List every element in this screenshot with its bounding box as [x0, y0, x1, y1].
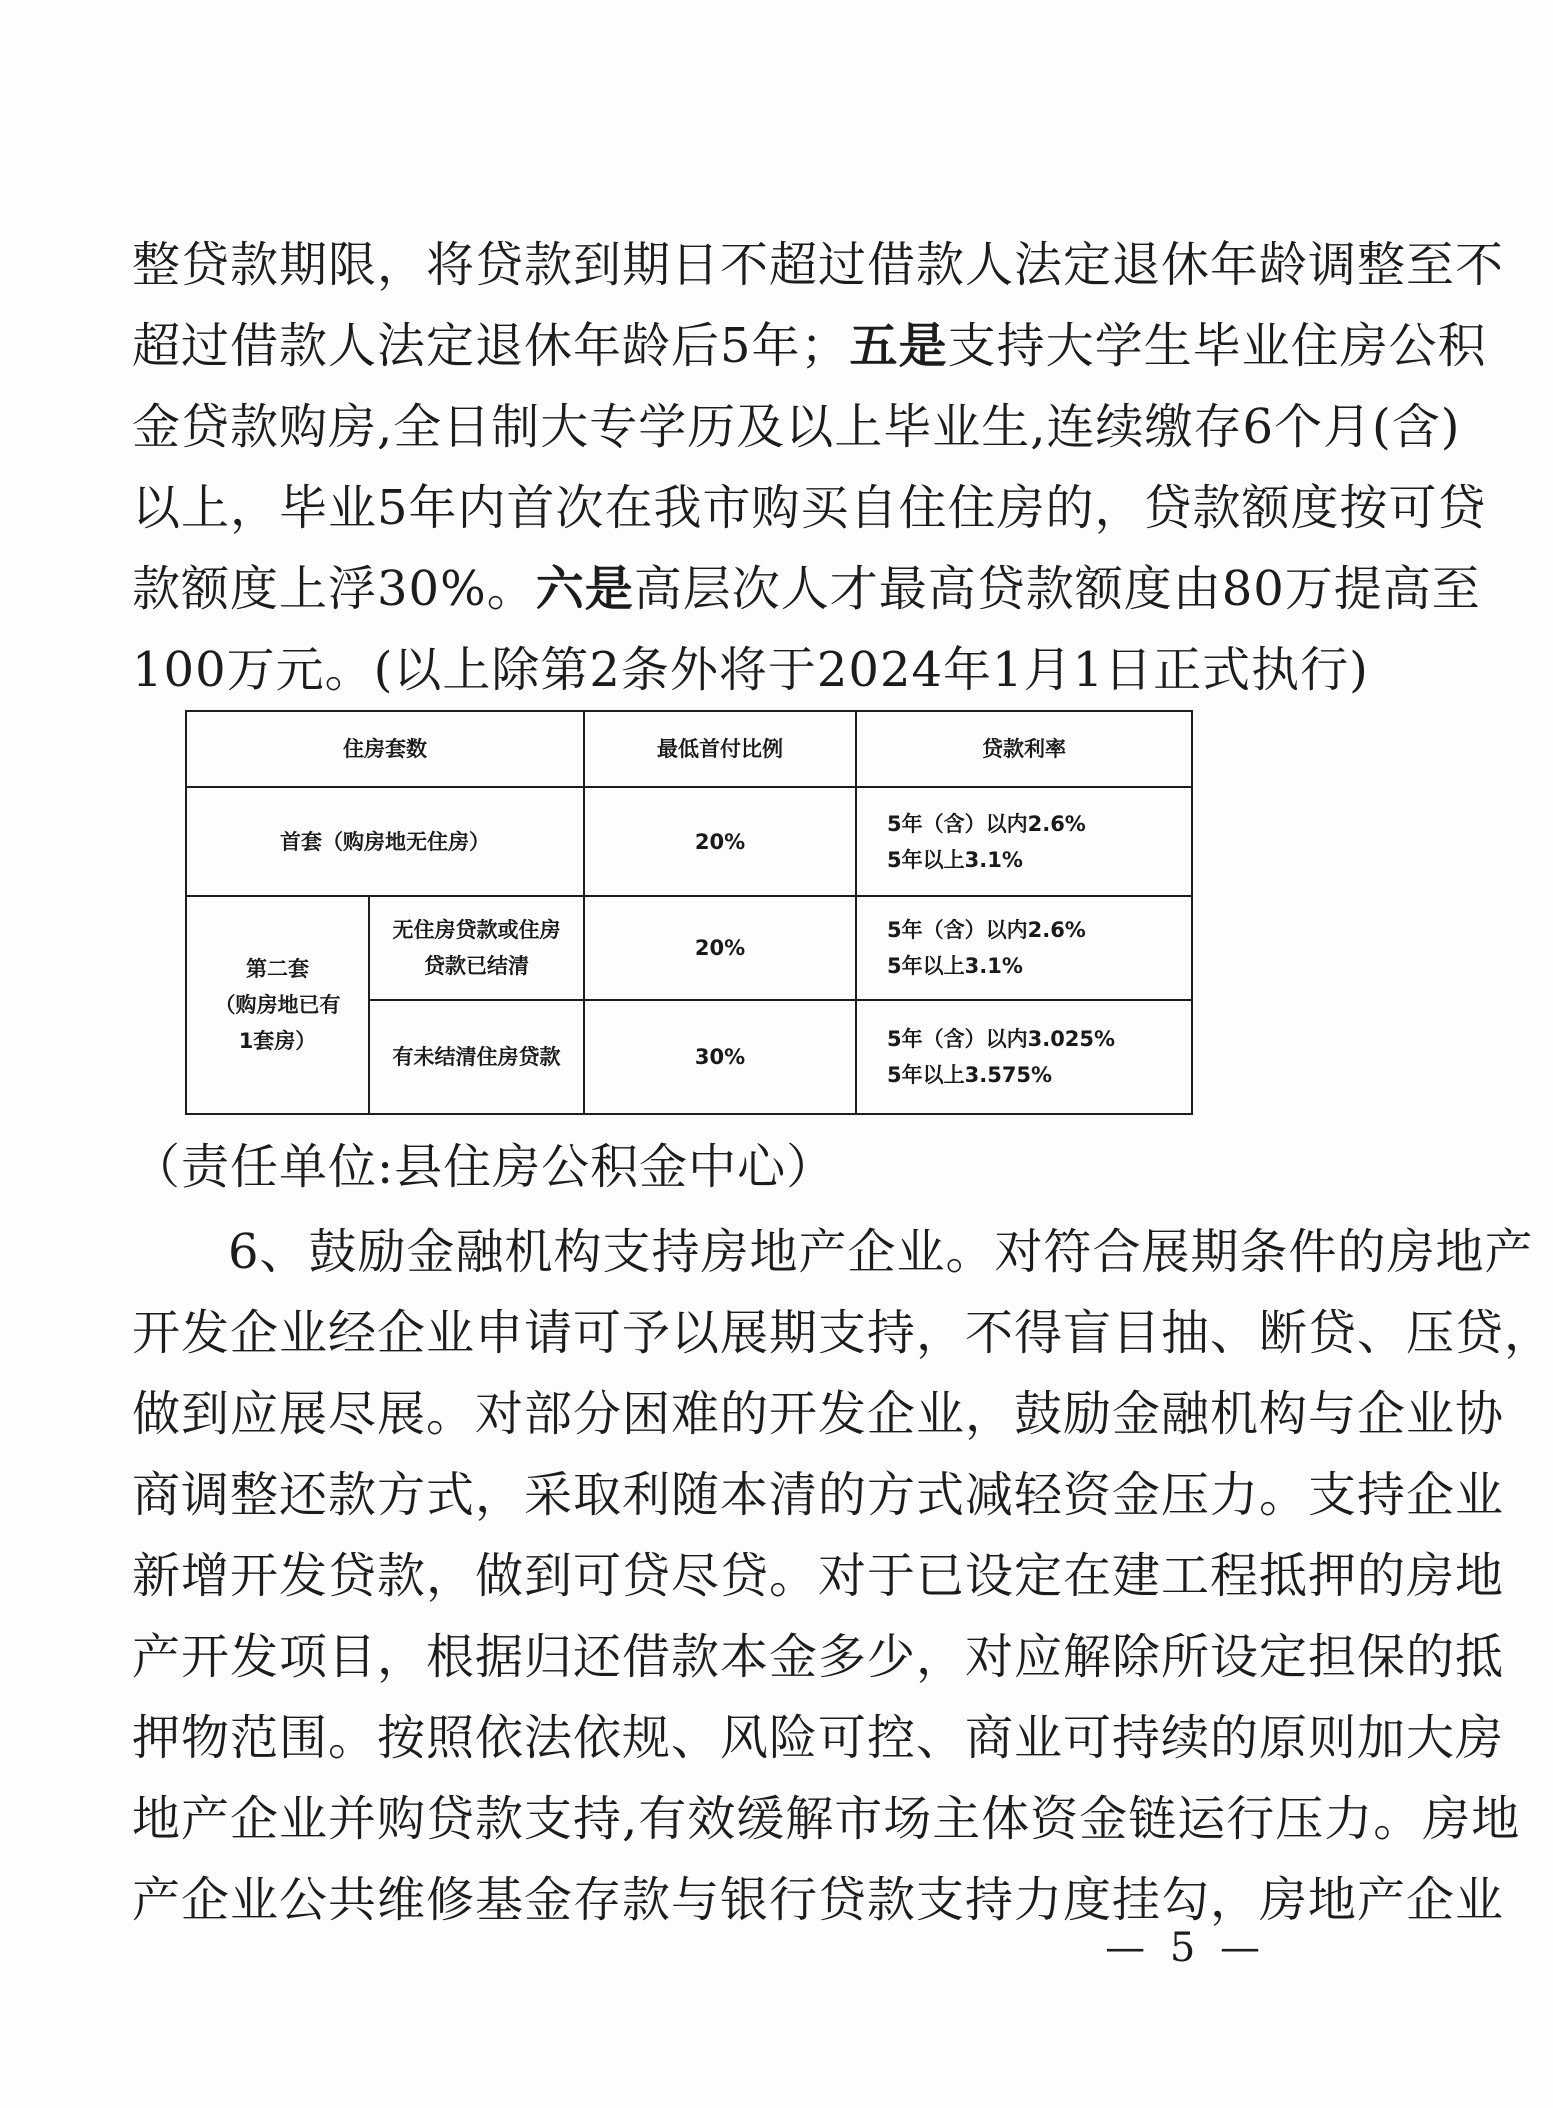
responsible-unit: （责任单位:县住房公积金中心）: [132, 1139, 836, 1195]
row-unpaid-loan-subcategory: 有未结清住房贷款: [392, 1045, 561, 1069]
text-line: 开发企业经企业申请可予以展期支持，不得盲目抽、断贷、压贷，: [132, 1305, 1553, 1361]
text-line: 商调整还款方式，采取利随本清的方式减轻资金压力。支持企业: [132, 1467, 1505, 1523]
text-line: 押物范围。按照依法依规、风险可控、商业可持续的原则加大房: [132, 1710, 1505, 1766]
text-line: 新增开发贷款，做到可贷尽贷。对于已设定在建工程抵押的房地: [132, 1548, 1505, 1604]
text-line: 6、鼓励金融机构支持房地产企业。对符合展期条件的房地产: [228, 1224, 1534, 1280]
page-number: — 5 —: [1105, 1925, 1266, 1971]
housing-loan-table: [185, 710, 1193, 1115]
second-home-group-label: 第二套 （购房地已有 1套房）: [214, 957, 341, 1053]
table-rule: [855, 895, 857, 1113]
text-line: 产开发项目，根据归还借款本金多少，对应解除所设定担保的抵: [132, 1629, 1505, 1685]
header-min-down-payment: 最低首付比例: [657, 737, 783, 761]
text-line: 产企业公共维修基金存款与银行贷款支持力度挂勾，房地产企业: [132, 1872, 1505, 1928]
text-line: 整贷款期限，将贷款到期日不超过借款人法定退休年龄调整至不: [132, 237, 1505, 293]
text-line: 以上，毕业5年内首次在我市购买自住住房的，贷款额度按可贷: [132, 480, 1487, 536]
row-no-loan-down-payment: 20%: [694, 936, 746, 960]
row-first-home-category: 首套（购房地无住房）: [280, 829, 490, 854]
bold-lead-five: 五是: [849, 318, 948, 374]
row-no-loan-rate: 5年（含）以内2.6% 5年以上3.1%: [887, 918, 1086, 978]
text-line: 做到应展尽展。对部分困难的开发企业，鼓励金融机构与企业协: [132, 1386, 1505, 1442]
text-line: 超过借款人法定退休年龄后5年；五是支持大学生毕业住房公积: [132, 318, 1487, 374]
row-unpaid-loan-down-payment: 30%: [694, 1045, 746, 1069]
text-line: 100万元。(以上除第2条外将于2024年1月1日正式执行): [132, 642, 1369, 698]
header-loan-rate: 贷款利率: [982, 737, 1066, 761]
text-line: 地产企业并购贷款支持,有效缓解市场主体资金链运行压力。房地: [132, 1791, 1521, 1847]
row-first-home-down-payment: 20%: [694, 829, 746, 854]
text-line: 款额度上浮30%。六是高层次人才最高贷款额度由80万提高至: [132, 561, 1481, 617]
row-first-home-rate: 5年（含）以内2.6% 5年以上3.1%: [887, 811, 1086, 872]
row-unpaid-loan-rate: 5年（含）以内3.025% 5年以上3.575%: [887, 1027, 1116, 1087]
row-no-loan-subcategory: 无住房贷款或住房 贷款已结清: [392, 918, 561, 978]
header-housing-count: 住房套数: [343, 737, 427, 761]
bold-lead-six: 六是: [535, 561, 634, 617]
text-line: 金贷款购房,全日制大专学历及以上毕业生,连续缴存6个月(含): [132, 399, 1461, 455]
